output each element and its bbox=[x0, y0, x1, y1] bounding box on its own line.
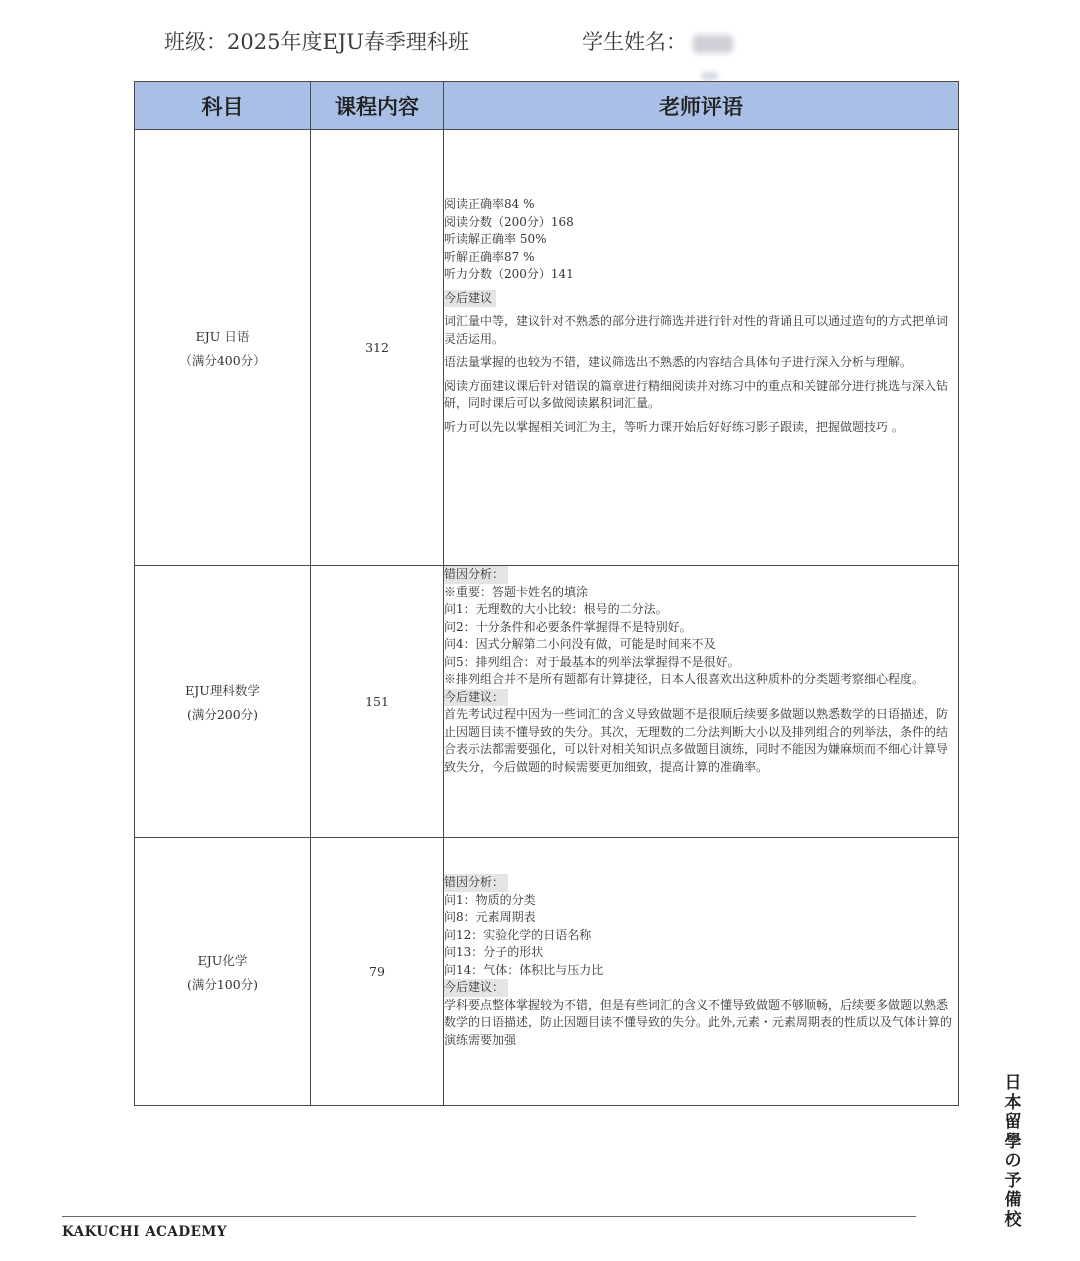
advice-heading: 今后建议： bbox=[444, 979, 508, 997]
stat-line: 阅读正确率84 % bbox=[444, 197, 535, 211]
column-header-content: 课程内容 bbox=[311, 82, 444, 130]
error-item: 问14：气体：体积比与压力比 bbox=[444, 962, 604, 977]
advice-heading: 今后建议： bbox=[444, 689, 508, 707]
report-header bbox=[0, 24, 1080, 58]
logo-char: 留 bbox=[1004, 1112, 1022, 1132]
logo-char: 予 bbox=[1004, 1170, 1022, 1191]
stat-line: 听读解正确率 50% bbox=[444, 232, 547, 246]
school-logo-vertical bbox=[1002, 1074, 1024, 1230]
score-cell: 79 bbox=[311, 838, 444, 1106]
error-analysis-heading: 错因分析： bbox=[444, 874, 508, 892]
column-header-comment: 老师评语 bbox=[444, 82, 959, 130]
error-analysis-heading: 错因分析： bbox=[444, 566, 508, 584]
table-row-math bbox=[135, 566, 959, 838]
subject-cell bbox=[135, 130, 311, 566]
subject-full-score: (满分200分) bbox=[186, 706, 259, 722]
comment-cell bbox=[444, 838, 959, 1106]
logo-char: 備 bbox=[1004, 1190, 1022, 1210]
error-item: 问13：分子的形状 bbox=[444, 945, 544, 959]
comment-cell bbox=[444, 130, 959, 566]
logo-char: 本 bbox=[1004, 1092, 1022, 1113]
comment-cell bbox=[444, 566, 959, 838]
error-item: ※重要：答题卡姓名的填涂 bbox=[444, 584, 589, 599]
table-header-row bbox=[135, 82, 959, 130]
subject-full-score: （满分400分） bbox=[179, 352, 266, 368]
logo-char: の bbox=[1004, 1151, 1022, 1171]
table-row-chemistry bbox=[135, 838, 959, 1106]
footer-divider bbox=[62, 1216, 916, 1217]
logo-char: 校 bbox=[1004, 1209, 1022, 1230]
subject-name: EJU 日语 bbox=[195, 328, 250, 344]
student-name-caption: 学生姓名： bbox=[582, 30, 687, 54]
report-table bbox=[134, 81, 959, 1106]
error-item: 问5：排列组合：对于最基本的列举法掌握得不是很好。 bbox=[444, 654, 740, 669]
subject-cell bbox=[135, 566, 311, 838]
stat-line: 听解正确率87 % bbox=[444, 249, 535, 264]
error-item: 问1：无理数的大小比较：根号的二分法。 bbox=[444, 602, 668, 616]
error-item: 问8：元素周期表 bbox=[444, 910, 536, 924]
redaction-mark bbox=[702, 72, 718, 80]
footer-brand: KAKUCHI ACADEMY bbox=[62, 1224, 227, 1240]
stat-line: 阅读分数（200分）168 bbox=[444, 214, 574, 229]
error-item: 问2：十分条件和必要条件掌握得不是特别好。 bbox=[444, 619, 692, 634]
column-header-subject: 科目 bbox=[135, 82, 311, 130]
error-item: ※排列组合并不是所有题都有计算捷径，日本人很喜欢出这种质朴的分类题考察细心程度。 bbox=[444, 672, 925, 686]
error-item: 问1：物质的分类 bbox=[444, 892, 536, 907]
score-cell: 151 bbox=[311, 566, 444, 838]
error-item: 问12：实验化学的日语名称 bbox=[444, 927, 592, 942]
advice-paragraph: 学科要点整体掌握较为不错，但是有些词汇的含义不懂导致做题不够顺畅，后续要多做题以熟悉数学的日语描述，防止因题目读不懂导致的失分。此外,元素・元素周期表的性质以及气体计算的演练需要加强 bbox=[444, 997, 952, 1047]
subject-name: EJU理科数学 bbox=[185, 682, 260, 698]
logo-char: 學 bbox=[1004, 1131, 1022, 1152]
table-row-japanese bbox=[135, 130, 959, 566]
logo-char: 日 bbox=[1004, 1073, 1022, 1093]
advice-paragraph: 首先考试过程中因为一些词汇的含义导致做题不是很顺后续要多做题以熟悉数学的日语描述，防止因题目读不懂导致的失分。其次，无理数的二分法判断大小以及排列组合的列举法，条件的结合表示法都需要强化，可以针对相关知识点多做题目演练，同时不能因为嫌麻烦而不细心计算导致失分，今后做题的时候需要更加细致，提高计算的准确率。 bbox=[444, 707, 949, 774]
advice-paragraph: 词汇量中等，建议针对不熟悉的部分进行筛选并进行针对性的背诵且可以通过造句的方式把单词灵活运用。 bbox=[444, 314, 949, 346]
subject-name: EJU化学 bbox=[197, 952, 248, 968]
blurred-student-name bbox=[693, 35, 733, 53]
subject-cell bbox=[135, 838, 311, 1106]
advice-heading: 今后建议 bbox=[444, 290, 496, 308]
advice-paragraph: 语法量掌握的也较为不错，建议筛选出不熟悉的内容结合具体句子进行深入分析与理解。 bbox=[444, 355, 913, 369]
score-cell: 312 bbox=[311, 130, 444, 566]
advice-paragraph: 阅读方面建议课后针对错误的篇章进行精细阅读并对练习中的重点和关键部分进行挑选与深入钻研，同时课后可以多做阅读累积词汇量。 bbox=[444, 378, 949, 410]
advice-paragraph: 听力可以先以掌握相关词汇为主，等听力课开始后好好练习影子跟读，把握做题技巧 。 bbox=[444, 419, 904, 434]
subject-full-score: (满分100分) bbox=[186, 976, 259, 992]
error-item: 问4：因式分解第二小问没有做，可能是时间来不及 bbox=[444, 637, 716, 651]
stat-line: 听力分数（200分）141 bbox=[444, 267, 574, 281]
student-name-label bbox=[582, 26, 733, 56]
class-label: 班级：2025年度EJU春季理科班 bbox=[164, 30, 469, 54]
